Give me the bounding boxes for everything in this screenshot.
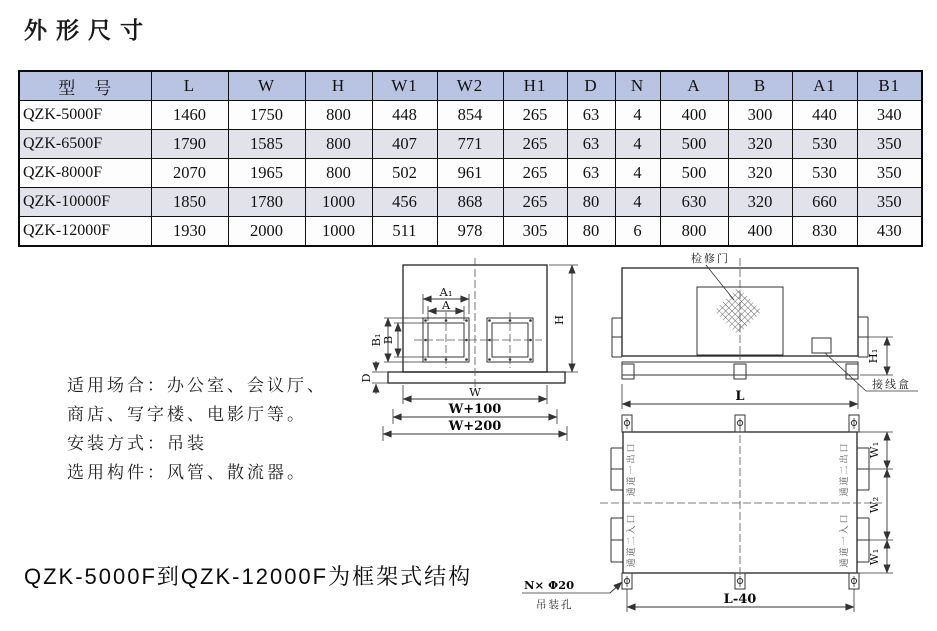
- value-cell: 500: [660, 159, 728, 188]
- value-cell: 4: [615, 130, 660, 159]
- column-header: B: [728, 71, 792, 101]
- dim-a-label: A: [441, 298, 451, 312]
- column-header: H: [305, 71, 372, 101]
- dim-w1-bottom-label: W₁: [867, 548, 881, 566]
- value-cell: 530: [792, 130, 857, 159]
- value-cell: 4: [615, 188, 660, 217]
- model-cell: QZK-8000F: [19, 159, 151, 188]
- model-cell: QZK-5000F: [19, 101, 151, 130]
- dim-w200-label: W+200: [448, 419, 502, 434]
- access-door-label: 检修门: [691, 253, 730, 265]
- front-view-drawing: [359, 258, 578, 441]
- top-view-drawing: [522, 415, 893, 612]
- value-cell: 1850: [151, 188, 228, 217]
- value-cell: 400: [728, 217, 792, 247]
- value-cell: 1965: [228, 159, 305, 188]
- value-cell: 800: [305, 130, 372, 159]
- value-cell: 502: [372, 159, 437, 188]
- value-cell: 1000: [305, 217, 372, 247]
- value-cell: 2000: [228, 217, 305, 247]
- junction-box-label: 接线盒: [872, 379, 911, 391]
- column-header: W: [228, 71, 305, 101]
- value-cell: 407: [372, 130, 437, 159]
- hanging-holes-caption: 吊装孔: [536, 599, 574, 611]
- mounting-lugs: [622, 415, 859, 589]
- value-cell: 978: [437, 217, 503, 247]
- column-header: W2: [437, 71, 503, 101]
- value-cell: 1750: [228, 101, 305, 130]
- value-cell: 800: [660, 217, 728, 247]
- value-cell: 63: [567, 130, 615, 159]
- hanging-holes-label: N× Φ20: [524, 578, 575, 592]
- value-cell: 4: [615, 101, 660, 130]
- channel2-outlet-label: 通道二出口: [839, 441, 849, 497]
- dim-w-label: W: [469, 385, 481, 399]
- value-cell: 1780: [228, 188, 305, 217]
- dim-w1-top-label: W₁: [867, 441, 881, 459]
- column-header: W1: [372, 71, 437, 101]
- value-cell: 265: [503, 101, 567, 130]
- column-header: L: [151, 71, 228, 101]
- junction-box: [812, 338, 831, 353]
- value-cell: 500: [660, 130, 728, 159]
- column-header: D: [567, 71, 615, 101]
- access-door-leader: [706, 265, 734, 300]
- value-cell: 511: [372, 217, 437, 247]
- value-cell: 430: [857, 217, 922, 247]
- dim-b1-label: B₁: [369, 333, 383, 347]
- structure-note: QZK-5000F到QZK-12000F为框架式结构: [24, 564, 473, 589]
- dim-d-label: D: [359, 373, 373, 383]
- dim-w2-label: W₂: [867, 496, 881, 514]
- value-cell: 1585: [228, 130, 305, 159]
- model-cell: QZK-12000F: [19, 217, 151, 247]
- note-line: 商店、写字楼、电影厅等。: [67, 405, 307, 424]
- value-cell: 63: [567, 159, 615, 188]
- dim-h-label: H: [552, 314, 566, 326]
- value-cell: 400: [660, 101, 728, 130]
- value-cell: 300: [728, 101, 792, 130]
- top-dimensions: [627, 432, 893, 612]
- value-cell: 800: [305, 101, 372, 130]
- value-cell: 660: [792, 188, 857, 217]
- value-cell: 1460: [151, 101, 228, 130]
- column-header: 型 号: [19, 71, 151, 101]
- value-cell: 350: [857, 159, 922, 188]
- dim-w100-label: W+100: [448, 402, 502, 417]
- value-cell: 530: [792, 159, 857, 188]
- dim-l-label: L: [735, 389, 745, 404]
- hanging-holes-callout: [522, 578, 622, 611]
- value-cell: 4: [615, 159, 660, 188]
- value-cell: 80: [567, 188, 615, 217]
- value-cell: 456: [372, 188, 437, 217]
- column-header: N: [615, 71, 660, 101]
- channel1-outlet-label: 通道一出口: [626, 441, 636, 497]
- value-cell: 320: [728, 188, 792, 217]
- dim-l40-label: L-40: [723, 592, 757, 607]
- dim-h1-label: H₁: [866, 348, 880, 364]
- column-header: B1: [857, 71, 922, 101]
- bottom-rail: [622, 362, 858, 379]
- value-cell: 63: [567, 101, 615, 130]
- note-line: 安装方式：吊装: [67, 434, 207, 453]
- value-cell: 320: [728, 130, 792, 159]
- side-dimensions: [622, 337, 893, 409]
- value-cell: 830: [792, 217, 857, 247]
- value-cell: 320: [728, 159, 792, 188]
- value-cell: 1930: [151, 217, 228, 247]
- dim-b-label: B: [381, 335, 395, 345]
- side-view-drawing: [612, 251, 918, 409]
- column-header: H1: [503, 71, 567, 101]
- note-line: 适用场合：办公室、会议厅、: [67, 376, 327, 395]
- value-cell: 854: [437, 101, 503, 130]
- model-cell: QZK-6500F: [19, 130, 151, 159]
- value-cell: 771: [437, 130, 503, 159]
- page-title: 外形尺寸: [24, 18, 152, 44]
- base-flange: [388, 372, 565, 383]
- front-centerlines: [414, 258, 542, 390]
- value-cell: 1790: [151, 130, 228, 159]
- value-cell: 6: [615, 217, 660, 247]
- value-cell: 265: [503, 159, 567, 188]
- model-cell: QZK-10000F: [19, 188, 151, 217]
- value-cell: 961: [437, 159, 503, 188]
- value-cell: 350: [857, 130, 922, 159]
- channel2-inlet-label: 通道二入口: [626, 512, 636, 568]
- channel1-inlet-label: 通道一入口: [839, 512, 849, 568]
- door-hatch: [714, 287, 762, 335]
- value-cell: 2070: [151, 159, 228, 188]
- value-cell: 340: [857, 101, 922, 130]
- note-line: 选用构件：风管、散流器。: [67, 463, 307, 482]
- value-cell: 265: [503, 188, 567, 217]
- value-cell: 1000: [305, 188, 372, 217]
- value-cell: 350: [857, 188, 922, 217]
- value-cell: 448: [372, 101, 437, 130]
- value-cell: 305: [503, 217, 567, 247]
- value-cell: 265: [503, 130, 567, 159]
- value-cell: 800: [305, 159, 372, 188]
- column-header: A: [660, 71, 728, 101]
- column-header: A1: [792, 71, 857, 101]
- value-cell: 868: [437, 188, 503, 217]
- value-cell: 80: [567, 217, 615, 247]
- value-cell: 630: [660, 188, 728, 217]
- value-cell: 440: [792, 101, 857, 130]
- dim-a1-label: A₁: [439, 285, 453, 299]
